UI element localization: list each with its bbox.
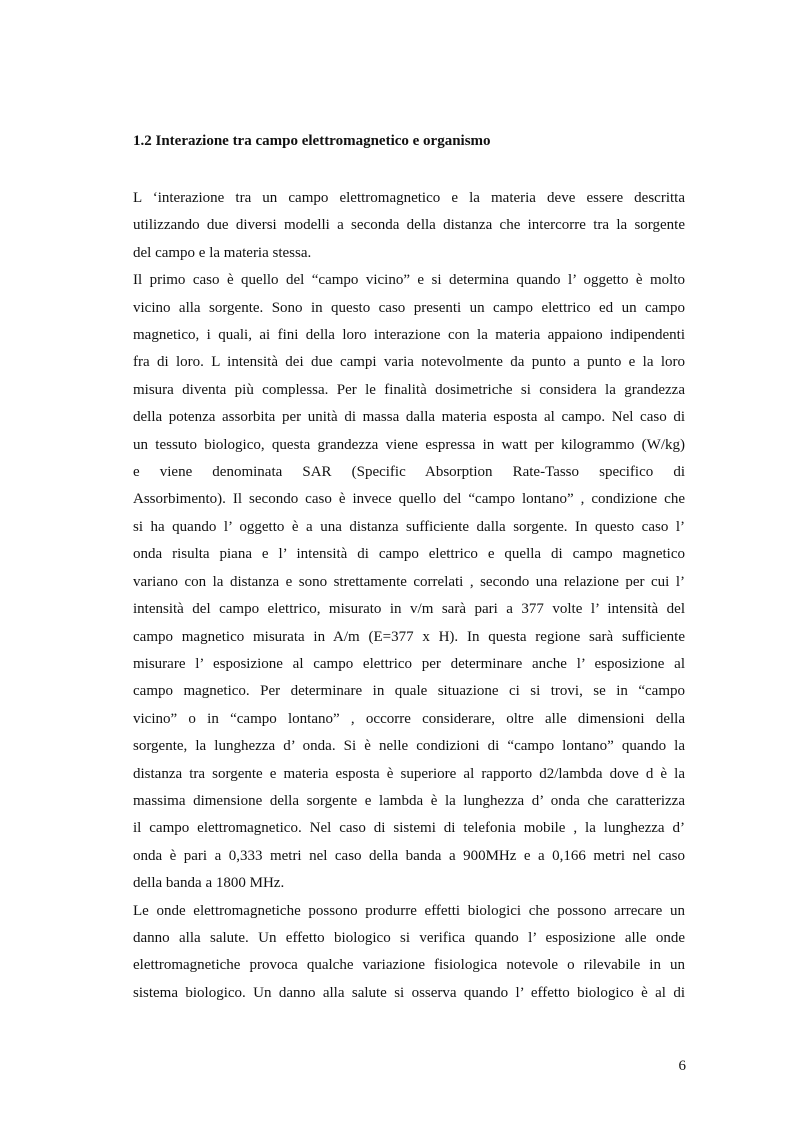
text-line: L ‘interazione tra un campo elettromagnetico e la materia deve essere descritta <box>133 190 685 206</box>
text-line: della banda a 1800 MHz. <box>133 875 285 892</box>
text-line: misura diventa più complessa. Per le finalità dosimetriche si considera la grandezza <box>133 381 685 398</box>
text-line: intensità del campo elettrico, misurato in v/m sarà pari a 377 volte l’ intensità del <box>133 601 685 618</box>
body-text <box>133 185 685 1007</box>
text-line: Il primo caso è quello del “campo vicino” e si determina quando l’ oggetto è molto <box>133 272 685 289</box>
text-line: campo magnetico. Per determinare in quale situazione ci si trovi, se in “campo <box>133 683 685 700</box>
text-line: danno alla salute. Un effetto biologico si verifica quando l’ esposizione alle onde <box>133 929 685 946</box>
text-line: onda è pari a 0,333 metri nel caso della banda a 900MHz e a 0,166 metri nel caso <box>133 847 685 864</box>
text-line: un tessuto biologico, questa grandezza viene espressa in watt per kilogrammo (W/kg) <box>133 436 685 453</box>
text-line: elettromagnetiche provoca qualche variazione fisiologica notevole o rilevabile in un <box>133 957 685 974</box>
text-line: del campo e la materia stessa. <box>133 244 312 261</box>
text-line: e viene denominata SAR (Specific Absorption Rate-Tasso specifico di <box>133 464 685 481</box>
text-line: Le onde elettromagnetiche possono produrre effetti biologici che possono arrecare un <box>133 902 685 919</box>
text-line: vicino” o in “campo lontano” , occorre considerare, oltre alle dimensioni della <box>133 710 685 727</box>
text-line: utilizzando due diversi modelli a seconda della distanza che intercorre tra la sorgente <box>133 217 685 234</box>
text-line: il campo elettromagnetico. Nel caso di sistemi di telefonia mobile , la lunghezza d’ <box>133 820 685 837</box>
text-line: misurare l’ esposizione al campo elettrico per determinare anche l’ esposizione al <box>133 655 685 672</box>
text-line: massima dimensione della sorgente e lambda è la lunghezza d’ onda che caratterizza <box>133 792 685 809</box>
text-line: variano con la distanza e sono strettamente correlati , secondo una relazione per cui l’ <box>133 573 685 590</box>
text-line: sistema biologico. Un danno alla salute si osserva quando l’ effetto biologico è al di <box>133 984 685 1001</box>
text-line: onda risulta piana e l’ intensità di campo elettrico e quella di campo magnetico <box>133 546 685 563</box>
text-line: distanza tra sorgente e materia esposta è superiore al rapporto d2/lambda dove d è la <box>133 765 685 782</box>
text-line: Assorbimento). Il secondo caso è invece quello del “campo lontano” , condizione che <box>133 491 685 508</box>
text-line: campo magnetico misurata in A/m (E=377 x H). In questa regione sarà sufficiente <box>133 628 685 645</box>
text-line: sorgente, la lunghezza d’ onda. Si è nelle condizioni di “campo lontano” quando la <box>133 738 685 755</box>
text-line: magnetico, i quali, ai fini della loro interazione con la materia appaiono indipendenti <box>133 327 685 344</box>
section-heading: 1.2 Interazione tra campo elettromagnetico e organismo <box>133 133 491 149</box>
text-line: si ha quando l’ oggetto è a una distanza sufficiente dalla sorgente. In questo caso l’ <box>133 518 685 535</box>
page-number: 6 <box>678 1058 686 1074</box>
text-line: fra di loro. L intensità dei due campi varia notevolmente da punto a punto e la loro <box>133 354 685 371</box>
text-line: vicino alla sorgente. Sono in questo caso presenti un campo elettrico ed un campo <box>133 299 685 316</box>
text-line: della potenza assorbita per unità di massa dalla materia esposta al campo. Nel caso di <box>133 409 685 426</box>
